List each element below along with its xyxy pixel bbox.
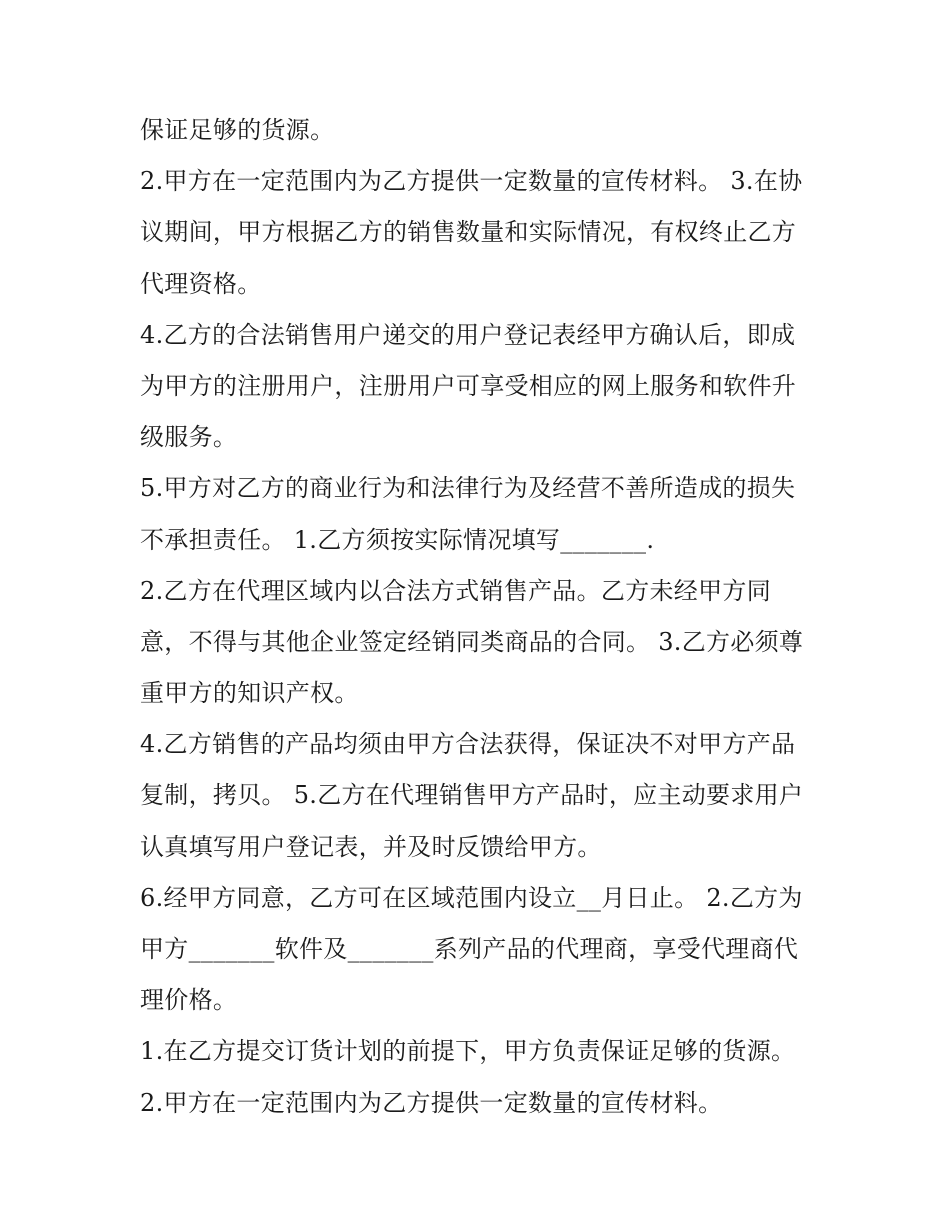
text-line: 2.甲方在一定范围内为乙方提供一定数量的宣传材料。 bbox=[140, 1088, 723, 1117]
text-line: 2.甲方在一定范围内为乙方提供一定数量的宣传材料。 3.在协 bbox=[140, 167, 803, 196]
text-line: 认真填写用户登记表，并及时反馈给甲方。 bbox=[140, 832, 602, 861]
text-line: 议期间，甲方根据乙方的销售数量和实际情况，有权终止乙方 bbox=[140, 218, 797, 247]
text-line: 1.在乙方提交订货计划的前提下，甲方负责保证足够的货源。 bbox=[140, 1037, 796, 1066]
text-line: 甲方_______软件及_______系列产品的代理商，享受代理商代 bbox=[140, 935, 799, 963]
text-line: 4.乙方的合法销售用户递交的用户登记表经甲方确认后，即成 bbox=[140, 320, 796, 349]
text-line: 不承担责任。 1.乙方须按实际情况填写_______. bbox=[140, 525, 655, 554]
text-line: 意，不得与其他企业签定经销同类商品的合同。 3.乙方必须尊 bbox=[140, 627, 804, 656]
text-line: 保证足够的货源。 bbox=[140, 116, 335, 144]
document-body bbox=[140, 105, 820, 1129]
text-line: 重甲方的知识产权。 bbox=[140, 679, 359, 708]
text-line: 5.甲方对乙方的商业行为和法律行为及经营不善所造成的损失 bbox=[140, 474, 796, 503]
text-line: 为甲方的注册用户，注册用户可享受相应的网上服务和软件升 bbox=[140, 371, 797, 400]
text-line: 6.经甲方同意，乙方可在区域范围内设立__月日止。 2.乙方为 bbox=[140, 883, 803, 912]
text-line: 复制，拷贝。 5.乙方在代理销售甲方产品时，应主动要求用户 bbox=[140, 781, 804, 810]
text-line: 理价格。 bbox=[140, 986, 238, 1015]
text-line: 代理资格。 bbox=[140, 269, 262, 298]
text-line: 2.乙方在代理区域内以合法方式销售产品。乙方未经甲方同 bbox=[140, 576, 771, 605]
text-line: 4.乙方销售的产品均须由甲方合法获得，保证决不对甲方产品 bbox=[140, 730, 796, 759]
text-line: 级服务。 bbox=[140, 423, 238, 452]
